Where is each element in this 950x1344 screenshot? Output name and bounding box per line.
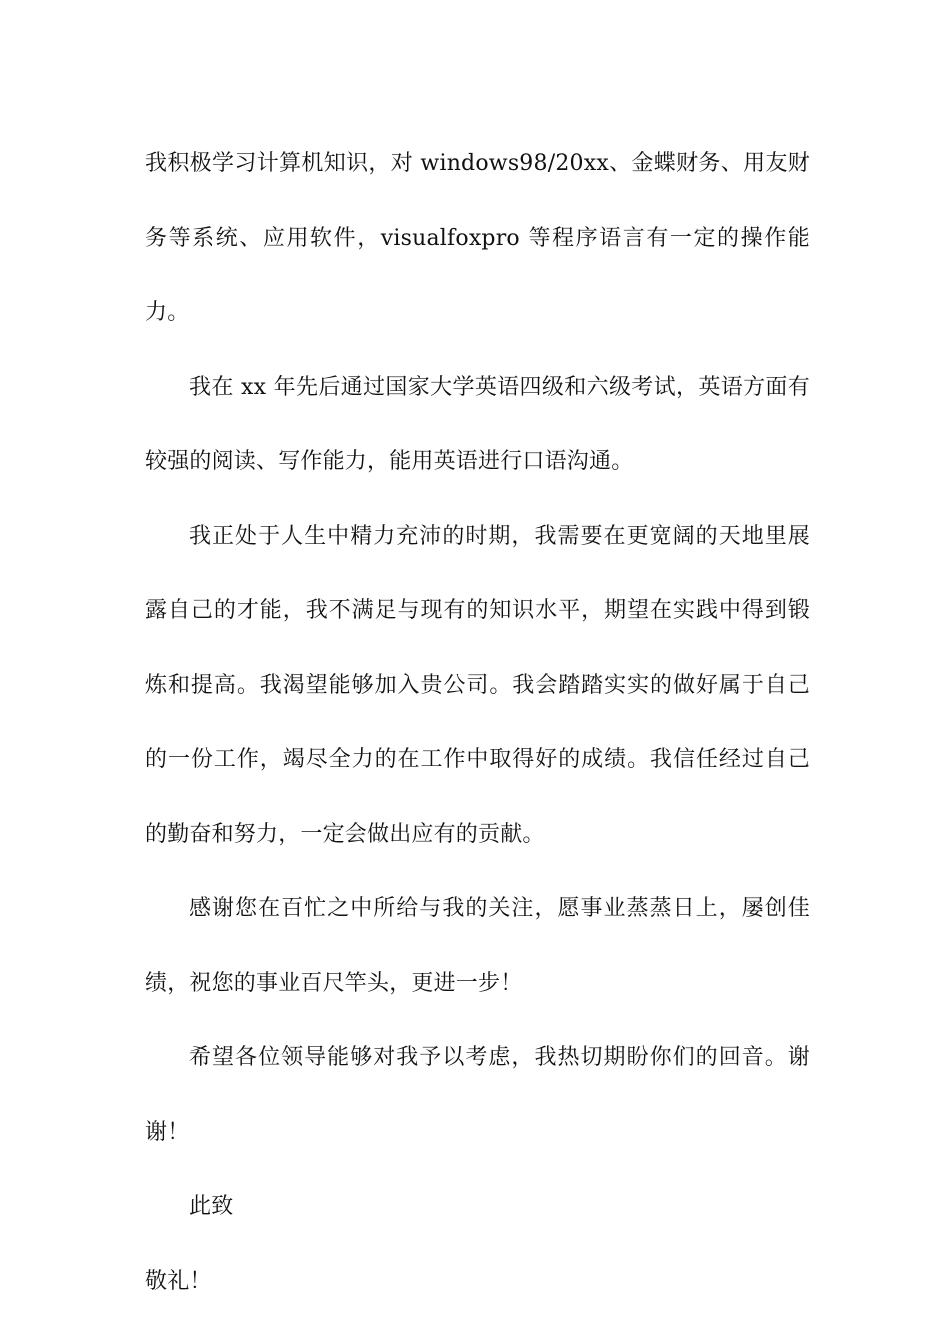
paragraph-thanks: 感谢您在百忙之中所给与我的关注，愿事业蒸蒸日上，屡创佳绩，祝您的事业百尺竿头，更进一步！ [145, 896, 810, 996]
closing-regards: 敬礼！ [145, 1268, 212, 1294]
closing-salutation: 此致 [189, 1194, 234, 1219]
paragraph-motivation: 我正处于人生中精力充沛的时期，我需要在更宽阔的天地里展露自己的才能，我不满足与现有的知识水平，期望在实践中得到锻炼和提高。我渴望能够加入贵公司。我会踏踏实实的做好属于自己的一份工作，竭尽全力的在工作中取得好的成绩。我信任经过自己的勤奋和努力，一定会做出应有的贡献。 [145, 523, 810, 847]
paragraph-request: 希望各位领导能够对我予以考虑，我热切期盼你们的回音。谢谢！ [145, 1045, 810, 1145]
letter-body [145, 127, 810, 1319]
paragraph-english-skills: 我在 xx 年先后通过国家大学英语四级和六级考试，英语方面有较强的阅读、写作能力，能用英语进行口语沟通。 [145, 374, 810, 474]
paragraph-computer-skills: 我积极学习计算机知识，对 windows98/20xx、金蝶财务、用友财务等系统、应用软件，visualfoxpro 等程序语言有一定的操作能力。 [145, 151, 810, 325]
